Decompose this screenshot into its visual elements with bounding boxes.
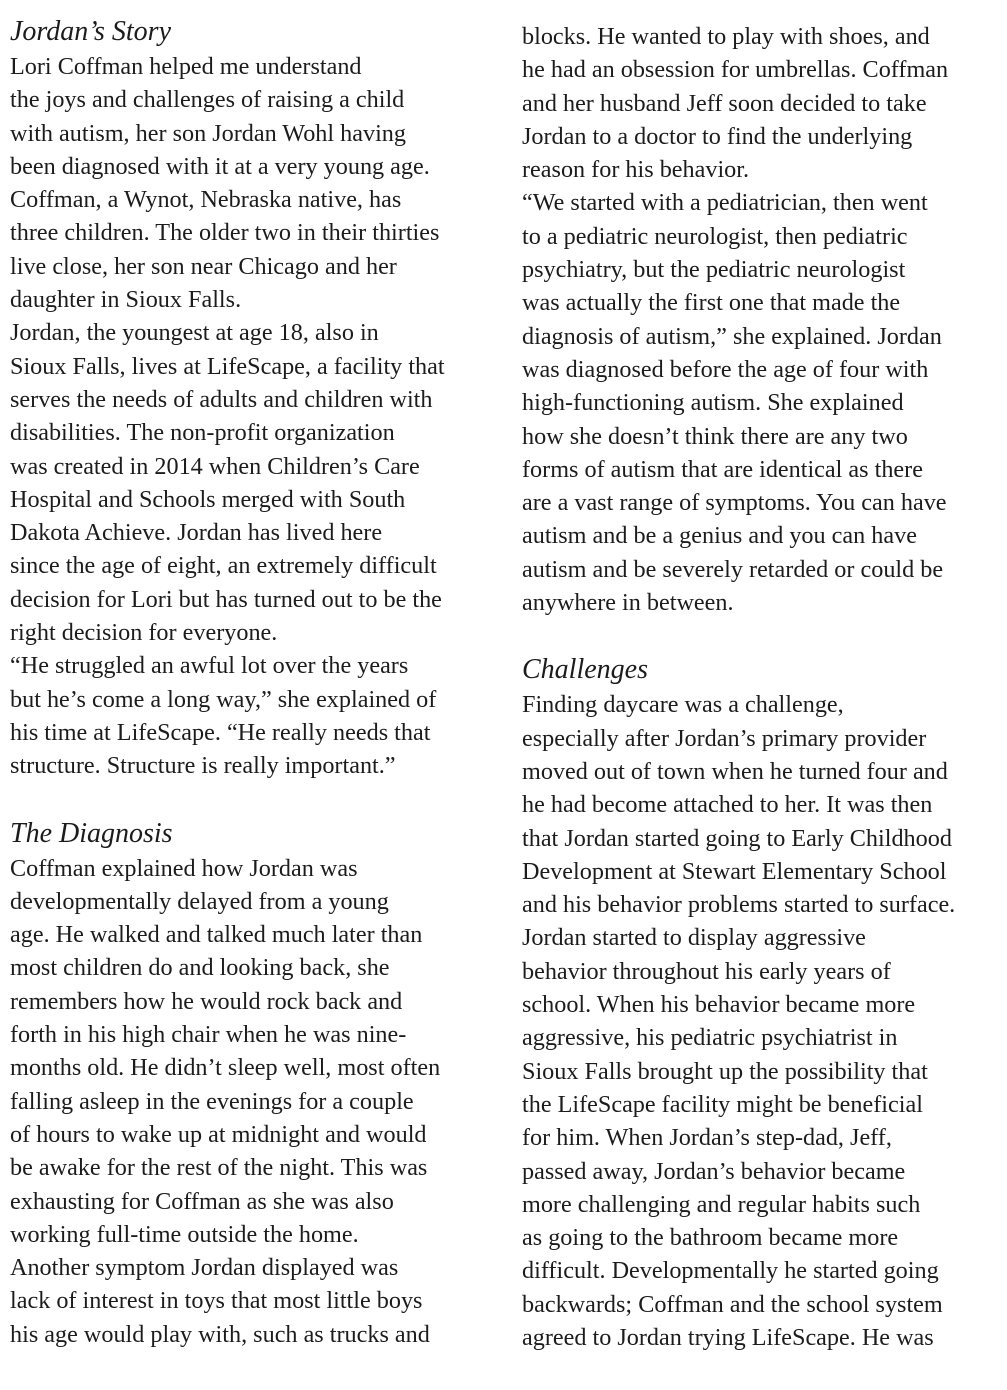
paragraph: blocks. He wanted to play with shoes, and he had an obsession for umbrellas. Coffman and her husband Jeff soon decided to take Jordan to a doctor to find the underlying reason for his behavior. — [522, 23, 949, 184]
paragraph: “We started with a pediatrician, then went to a pediatric neurologist, then pediatric psychiatry, but the pediatric neurologist was actually the first one that made the diagnosis of autism,” she explained. Jordan was diagnosed before the age of four with high-functioning autism. She explained how she doesn’t think there are any two forms of autism that are identical as there are a vast range of symptoms. You can have autism and be a genius and you can have autism and be severely retarded or could be anywhere in between. — [522, 189, 947, 617]
section-heading-the-diagnosis: The Diagnosis — [10, 817, 173, 849]
paragraph: Jordan, the youngest at age 18, also in Sioux Falls, lives at LifeScape, a facility that serves the needs of adults and children with disabilities. The non-profit organization was created in 2014 when Children’s Care Hospital and Schools merged with South Dakota Achieve. Jordan has lived here since the age of eight, an extremely difficult decision for Lori but has turned out to be the right decision for everyone. — [10, 319, 445, 647]
paragraph: Finding daycare was a challenge, especially after Jordan’s primary provider moved out of town when he turned four and he had become attached to her. It was then that Jordan started going to Early Childhood Development at Stewart Elementary School and his behavior problems started to surface. — [522, 691, 956, 919]
paragraph: Coffman explained how Jordan was developmentally delayed from a young age. He walked and talked much later than most children do and looking back, she remembers how he would rock back and forth in his high chair when he was nine- months old. He didn’t sleep well, most often falling asleep in the evenings for a couple of hours to wake up at midnight and would be awake for the rest of the night. This was exhausting for Coffman as she was also working full-time outside the home. — [10, 854, 441, 1248]
right-column — [522, 20, 1004, 1354]
section-heading-challenges: Challenges — [522, 654, 648, 686]
section-spacer — [10, 783, 498, 816]
paragraph: “He struggled an awful lot over the years but he’s come a long way,” she explained of his time at LifeScape. “He really needs that structure. Structure is really important.” — [10, 652, 437, 780]
paragraph: Lori Coffman helped me understand the joys and challenges of raising a child with autism, her son Jordan Wohl having been diagnosed with it at a very young age. Coffman, a Wynot, Nebraska native, has three children. The older two in their thirties live close, her son near Chicago and her daughter in Sioux Falls. — [10, 53, 440, 314]
paragraph: Another symptom Jordan displayed was lack of interest in toys that most little boys his age would play with, such as trucks and — [10, 1254, 430, 1348]
section-heading-jordans-story: Jordan’s Story — [10, 16, 171, 47]
left-column — [10, 14, 498, 1351]
paragraph: Jordan started to display aggressive behavior throughout his early years of school. When his behavior became more aggressive, his pediatric psychiatrist in Sioux Falls brought up the possibility that the LifeScape facility might be beneficial for him. When Jordan’s step-dad, Jeff, passed away, Jordan’s behavior became more challenging and regular habits such as going to the bathroom became more difficult. Developmentally he started going backwards; Coffman and the school system agreed to Jordan trying LifeScape. He was — [522, 924, 943, 1351]
section-spacer — [522, 619, 1004, 652]
